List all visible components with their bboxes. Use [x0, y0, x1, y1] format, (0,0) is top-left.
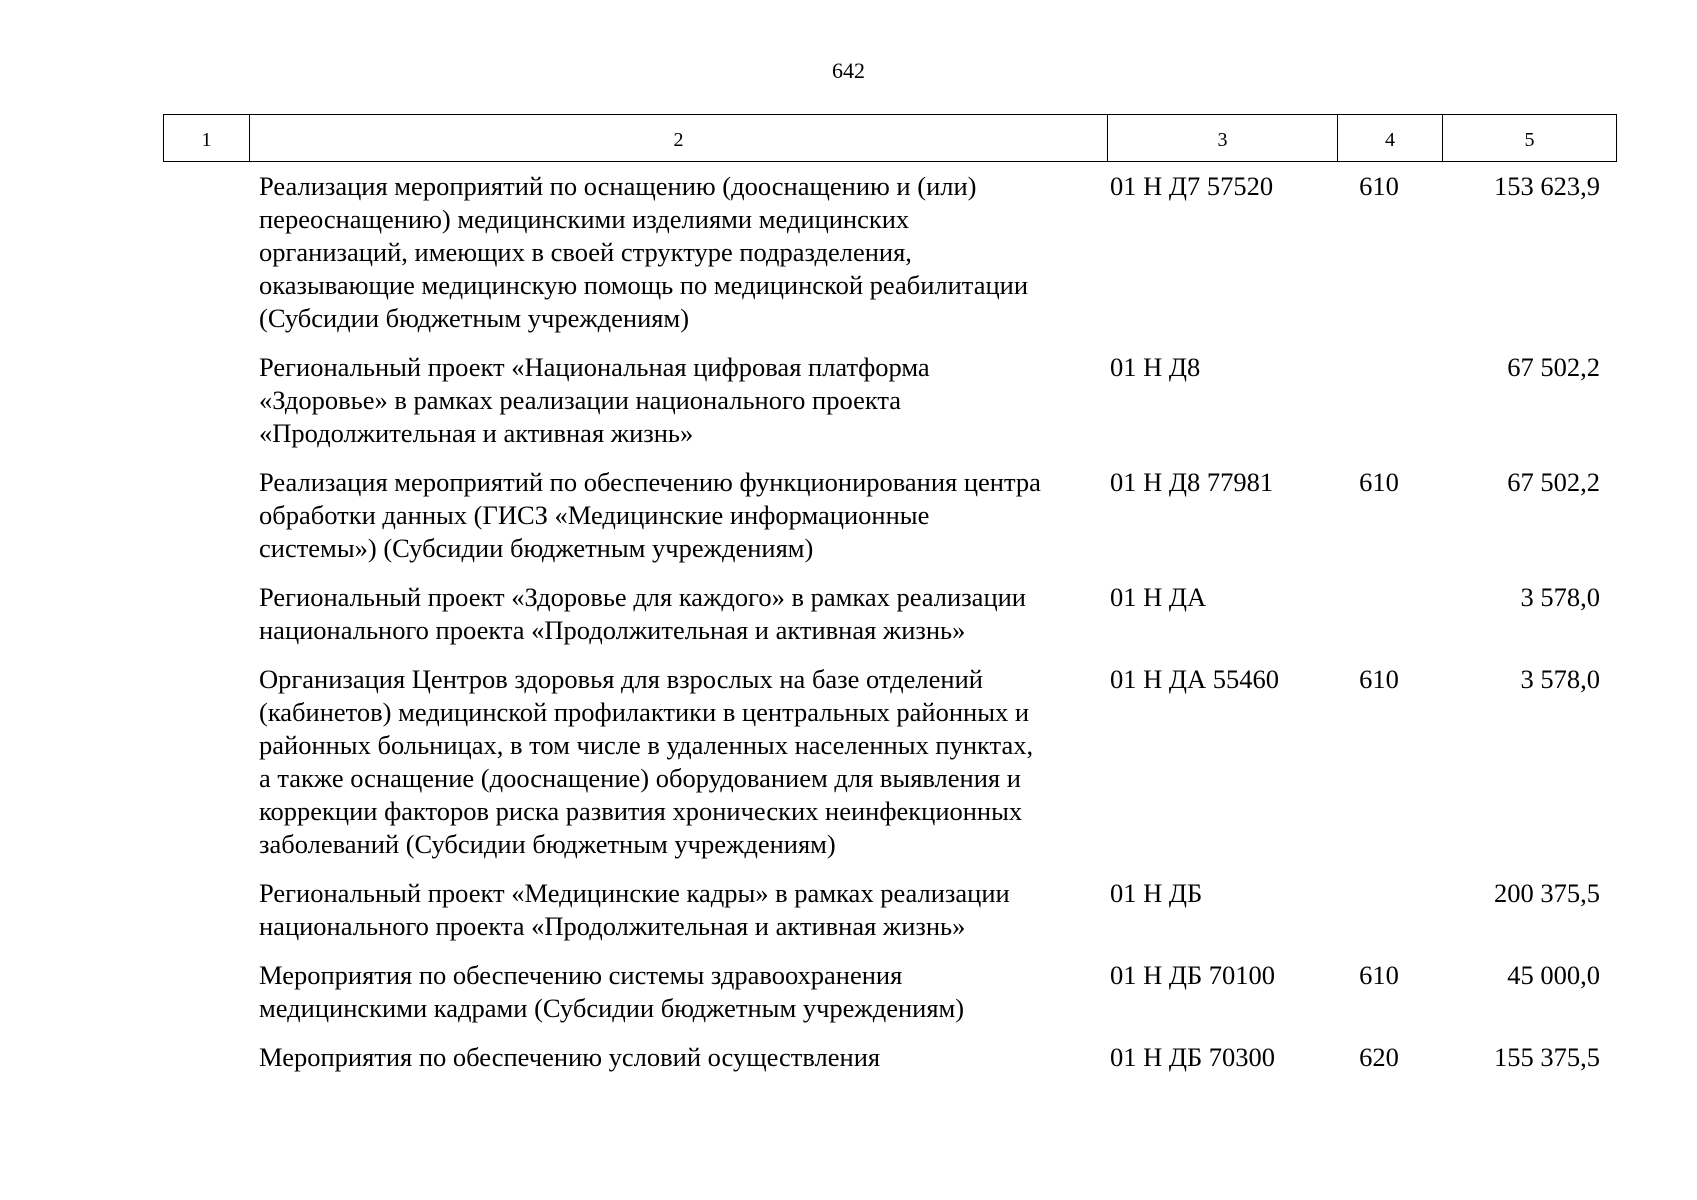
description-line: (Субсидии бюджетным учреждениям): [259, 303, 690, 333]
row-code: 01 Н ДА 55460: [1110, 664, 1279, 694]
description-line: Организация Центров здоровья для взрослых на базе отделений: [259, 664, 983, 694]
row-amount: 153 623,9: [1494, 171, 1600, 201]
description-line: Реализация мероприятий по обеспечению функционирования центра: [259, 467, 1041, 497]
row-code: 01 Н ДБ 70300: [1110, 1042, 1276, 1072]
row-code: 01 Н Д8 77981: [1110, 467, 1274, 497]
column-header-5: 5: [1443, 115, 1617, 162]
table-row: [163, 959, 1611, 1025]
row-description: [163, 877, 1102, 943]
row-code: 01 Н ДА: [1110, 582, 1207, 612]
description-line: национального проекта «Продолжительная и активная жизнь»: [259, 615, 966, 645]
description-line: переоснащению) медицинскими изделиями медицинских: [259, 204, 910, 234]
row-description: [163, 1041, 1102, 1074]
row-description: [163, 466, 1102, 565]
description-line: Реализация мероприятий по оснащению (дооснащению и (или): [259, 171, 977, 201]
description-line: обработки данных (ГИСЗ «Медицинские информационные: [259, 500, 930, 530]
description-line: «Продолжительная и активная жизнь»: [259, 418, 694, 448]
table-row: [163, 877, 1611, 943]
row-description: [163, 959, 1102, 1025]
row-description: [163, 351, 1102, 450]
row-amount: 45 000,0: [1507, 960, 1600, 990]
column-header-3: 3: [1108, 115, 1338, 162]
description-line: Региональный проект «Национальная цифровая платформа: [259, 352, 930, 382]
row-amount: 3 578,0: [1520, 582, 1600, 612]
description-line: коррекции факторов риска развития хронических неинфекционных: [259, 796, 1023, 826]
column-header-4: 4: [1338, 115, 1443, 162]
row-amount: 200 375,5: [1494, 878, 1600, 908]
description-line: национального проекта «Продолжительная и активная жизнь»: [259, 911, 966, 941]
description-line: районных больницах, в том числе в удаленных населенных пунктах,: [259, 730, 1034, 760]
column-header-table: [163, 114, 1617, 162]
description-line: оказывающие медицинскую помощь по медицинской реабилитации: [259, 270, 1029, 300]
row-expense-type: [1331, 351, 1435, 450]
row-expense-type: 610: [1359, 171, 1399, 201]
description-line: Региональный проект «Здоровье для каждого» в рамках реализации: [259, 582, 1026, 612]
column-header-1: 1: [164, 115, 250, 162]
row-description: [163, 170, 1102, 335]
row-expense-type: 610: [1359, 467, 1399, 497]
page-number: 642: [832, 58, 865, 83]
row-expense-type: 610: [1359, 960, 1399, 990]
row-expense-type: 620: [1359, 1042, 1399, 1072]
table-row: [163, 466, 1611, 565]
table-row: [163, 170, 1611, 335]
row-amount: 67 502,2: [1507, 467, 1600, 497]
table-row: [163, 1041, 1611, 1074]
row-expense-type: 610: [1359, 664, 1399, 694]
description-line: Региональный проект «Медицинские кадры» в рамках реализации: [259, 878, 1010, 908]
row-amount: 155 375,5: [1494, 1042, 1600, 1072]
description-line: «Здоровье» в рамках реализации национального проекта: [259, 385, 902, 415]
description-line: медицинскими кадрами (Субсидии бюджетным учреждениям): [259, 993, 965, 1023]
row-code: 01 Н ДБ 70100: [1110, 960, 1276, 990]
description-line: организаций, имеющих в своей структуре подразделения,: [259, 237, 912, 267]
table-row: [163, 351, 1611, 450]
row-expense-type: [1331, 877, 1435, 943]
row-code: 01 Н ДБ: [1110, 878, 1203, 908]
column-header-2: 2: [250, 115, 1108, 162]
row-code: 01 Н Д8: [1110, 352, 1201, 382]
description-line: а также оснащение (дооснащение) оборудованием для выявления и: [259, 763, 1021, 793]
description-line: Мероприятия по обеспечению системы здравоохранения: [259, 960, 903, 990]
description-line: системы») (Субсидии бюджетным учреждениям): [259, 533, 814, 563]
description-line: Мероприятия по обеспечению условий осуществления: [259, 1042, 881, 1072]
row-expense-type: [1331, 581, 1435, 647]
description-line: заболеваний (Субсидии бюджетным учреждениям): [259, 829, 836, 859]
table-row: [163, 663, 1611, 861]
table-row: [163, 581, 1611, 647]
row-description: [163, 663, 1102, 861]
row-amount: 67 502,2: [1507, 352, 1600, 382]
budget-rows: [163, 170, 1611, 1090]
row-code: 01 Н Д7 57520: [1110, 171, 1274, 201]
column-header-row: [164, 115, 1617, 162]
description-line: (кабинетов) медицинской профилактики в центральных районных и: [259, 697, 1030, 727]
row-amount: 3 578,0: [1520, 664, 1600, 694]
row-description: [163, 581, 1102, 647]
